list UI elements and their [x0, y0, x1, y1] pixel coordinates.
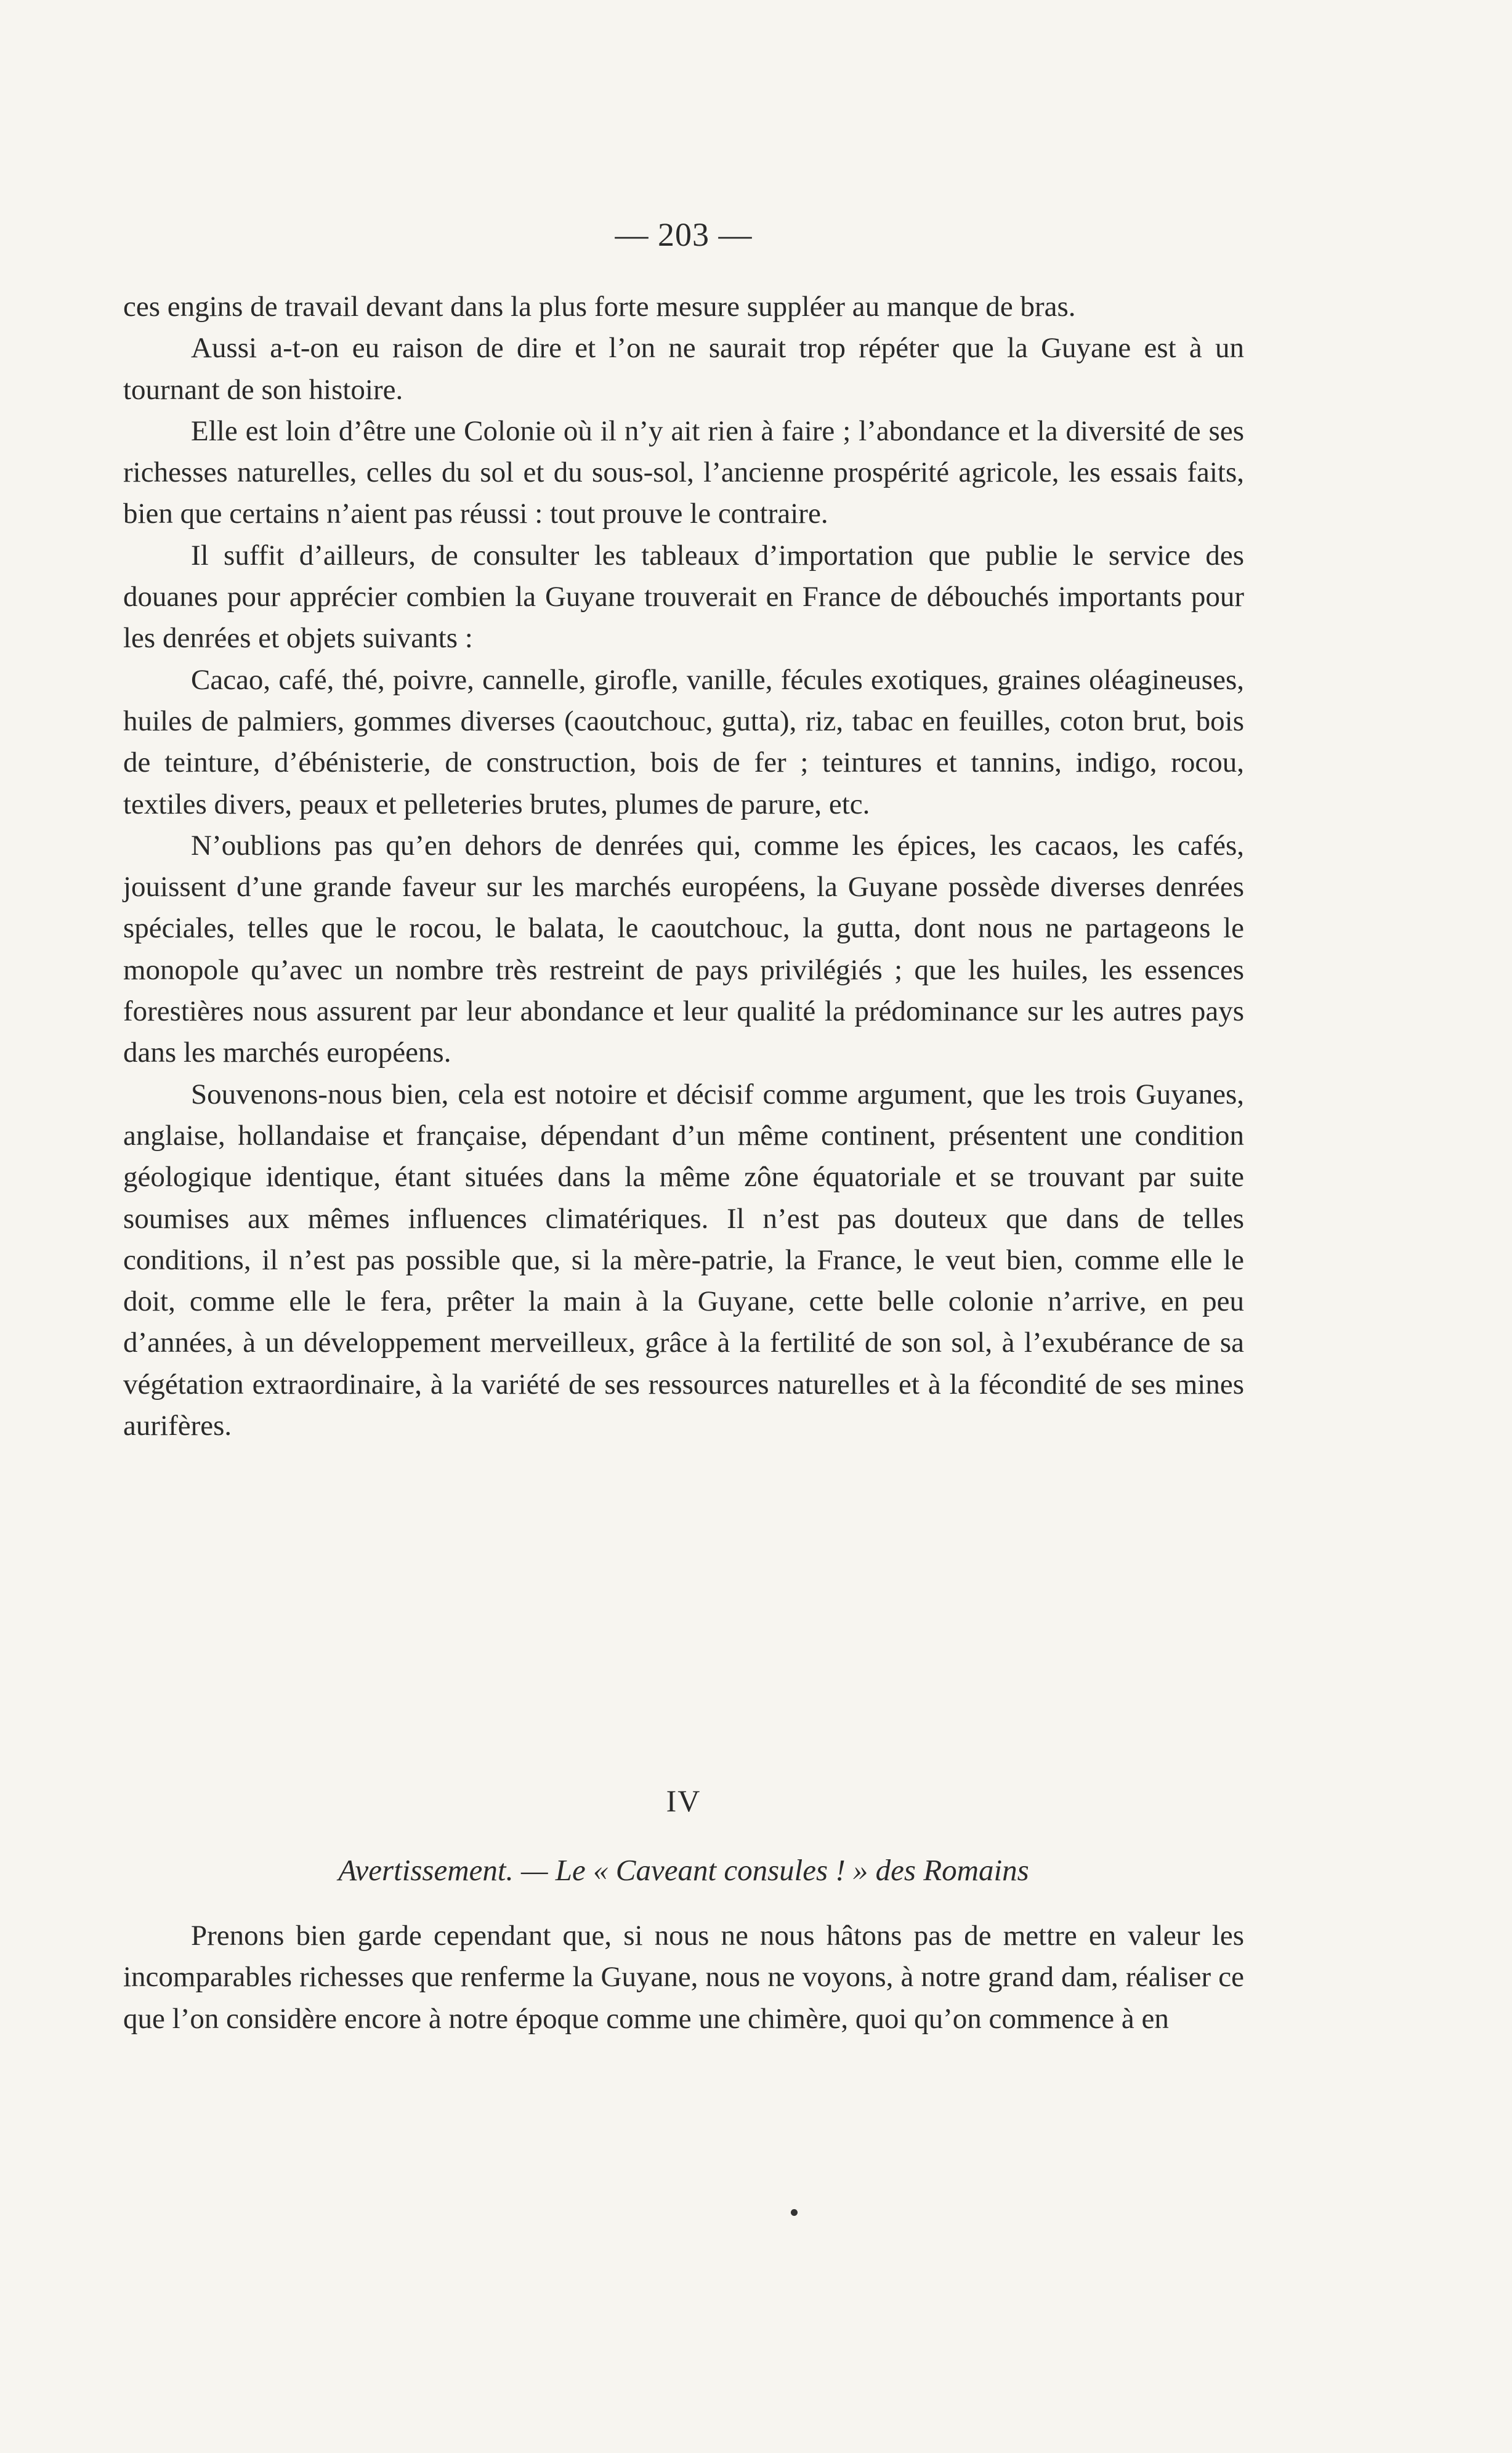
paragraph: Prenons bien garde cependant que, si nous ne nous hâtons pas de mettre en valeur les incomparables richesses que renferme la Guyane, nous ne voyons, à notre grand dam, réaliser ce que l’on considère encore à notre époque comme une chimère, quoi qu’on commence à en: [123, 1920, 1244, 2035]
paragraph: Souvenons-nous bien, cela est notoire et décisif comme argument, que les trois Guyanes, anglaise, hollandaise et française, dépendant d’un même continent, présentent une condition géologique identique, étant situées dans la même zône équatoriale et se trouvant par suite soumises aux mêmes influences climatériques. Il n’est pas douteux que dans de telles conditions, il n’est pas possible que, si la mère-patrie, la France, le veut bien, comme elle le doit, comme elle le fera, prêter la main à la Guyane, cette belle colonie n’arrive, en peu d’années, à un développement merveilleux, grâce à la fertilité de son sol, à l’exubérance de sa végétation extraordinaire, à la variété de ses ressources naturelles et à la fécondité de ses mines aurifères.: [123, 1078, 1244, 1442]
section-title: Avertissement. — Le « Caveant consules ! » des Romains: [338, 1853, 1029, 1887]
body-text: [123, 286, 1244, 1447]
section-text: [123, 1915, 1244, 2040]
paragraph: Aussi a-t-on eu raison de dire et l’on ne saurait trop répéter que la Guyane est à un tournant de son histoire.: [123, 332, 1244, 406]
ink-speck-mark: [791, 2209, 798, 2216]
paragraph: N’oublions pas qu’en dehors de denrées qui, comme les épices, les cacaos, les cafés, jouissent d’une grande faveur sur les marchés européens, la Guyane possède diverses denrées spéciales, telles que le rocou, le balata, le caoutchouc, la gutta, dont nous ne partageons le monopole qu’avec un nombre très restreint de pays privilégiés ; que les huiles, les essences forestières nous assurent par leur abondance et leur qualité la prédominance sur les autres pays dans les marchés européens.: [123, 829, 1244, 1069]
paragraph-continuation: ces engins de travail devant dans la plus forte mesure suppléer au manque de bras.: [123, 291, 1076, 323]
paragraph: Il suffit d’ailleurs, de consulter les tableaux d’importation que publie le service des douanes pour apprécier combien la Guyane trouverait en France de débouchés importants pour les denrées et objets suivants :: [123, 539, 1244, 655]
section-numeral: IV: [666, 1784, 701, 1818]
page-number: — 203 —: [615, 216, 753, 253]
paragraph-product-list: Cacao, café, thé, poivre, cannelle, girofle, vanille, fécules exotiques, graines oléagineuses, huiles de palmiers, gommes diverses (caoutchouc, gutta), riz, tabac en feuilles, coton brut, bois de teinture, d’ébénisterie, de construction, bois de fer ; teintures et tannins, indigo, rocou, textiles divers, peaux et pelleteries brutes, plumes de parure, etc.: [123, 663, 1244, 820]
paragraph: Elle est loin d’être une Colonie où il n’y ait rien à faire ; l’abondance et la diversité de ses richesses naturelles, celles du sol et du sous-sol, l’ancienne prospérité agricole, les essais faits, bien que certains n’aient pas réussi : tout prouve le contraire.: [123, 414, 1244, 530]
